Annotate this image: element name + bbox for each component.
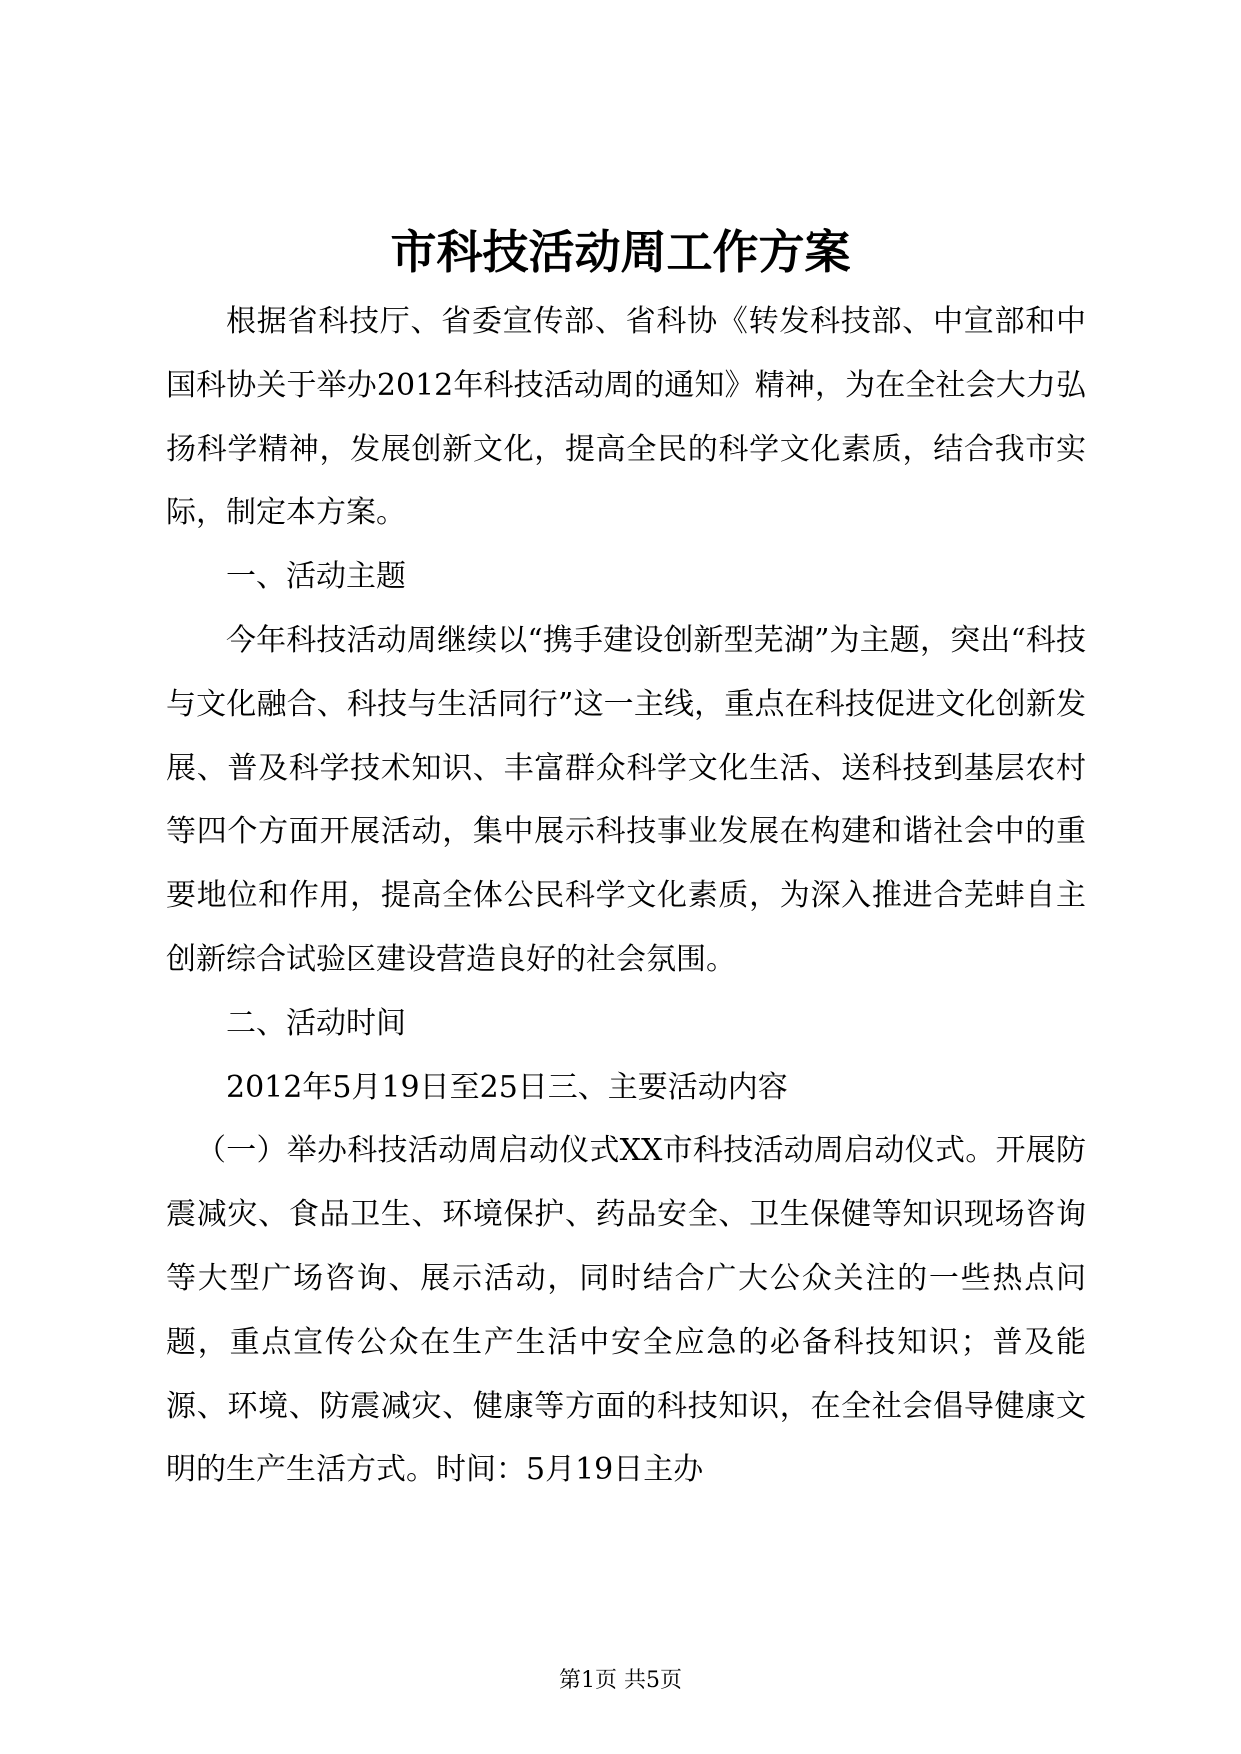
- section-heading-theme: 一、活动主题: [226, 559, 406, 595]
- paragraph-intro: 根据省科技厅、省委宣传部、省科协《转发科技部、中宣部和中国科协关于举办2012年科技活动周的通知》精神，为在全社会大力弘扬科学精神，发展创新文化，提高全民的科学文化素质，结合我市实际，制定本方案。: [166, 304, 1086, 531]
- section-heading-time: 二、活动时间: [226, 1005, 406, 1041]
- page-number-footer: 第1页 共5页: [559, 1668, 682, 1693]
- paragraph-theme: 今年科技活动周继续以“携手建设创新型芜湖”为主题，突出“科技与文化融合、科技与生活同行”这一主线，重点在科技促进文化创新发展、普及科学技术知识、丰富群众科学文化生活、送科技到基层农村等四个方面开展活动，集中展示科技事业发展在构建和谐社会中的重要地位和作用，提高全体公民科学文化素质，为深入推进合芜蚌自主创新综合试验区建设营造良好的社会氛围。: [166, 622, 1086, 977]
- paragraph-time: 2012年5月19日至25日三、主要活动内容: [226, 1069, 788, 1105]
- document-title: 市科技活动周工作方案: [390, 225, 851, 279]
- paragraph-launch-ceremony: （一）举办科技活动周启动仪式XX市科技活动周启动仪式。开展防震减灾、食品卫生、环境保护、药品安全、卫生保健等知识现场咨询等大型广场咨询、展示活动，同时结合广大公众关注的一些热点问题，重点宣传公众在生产生活中安全应急的必备科技知识；普及能源、环境、防震减灾、健康等方面的科技知识，在全社会倡导健康文明的生产生活方式。时间：5月19日主办: [166, 1133, 1086, 1488]
- document-body: [166, 290, 1086, 1502]
